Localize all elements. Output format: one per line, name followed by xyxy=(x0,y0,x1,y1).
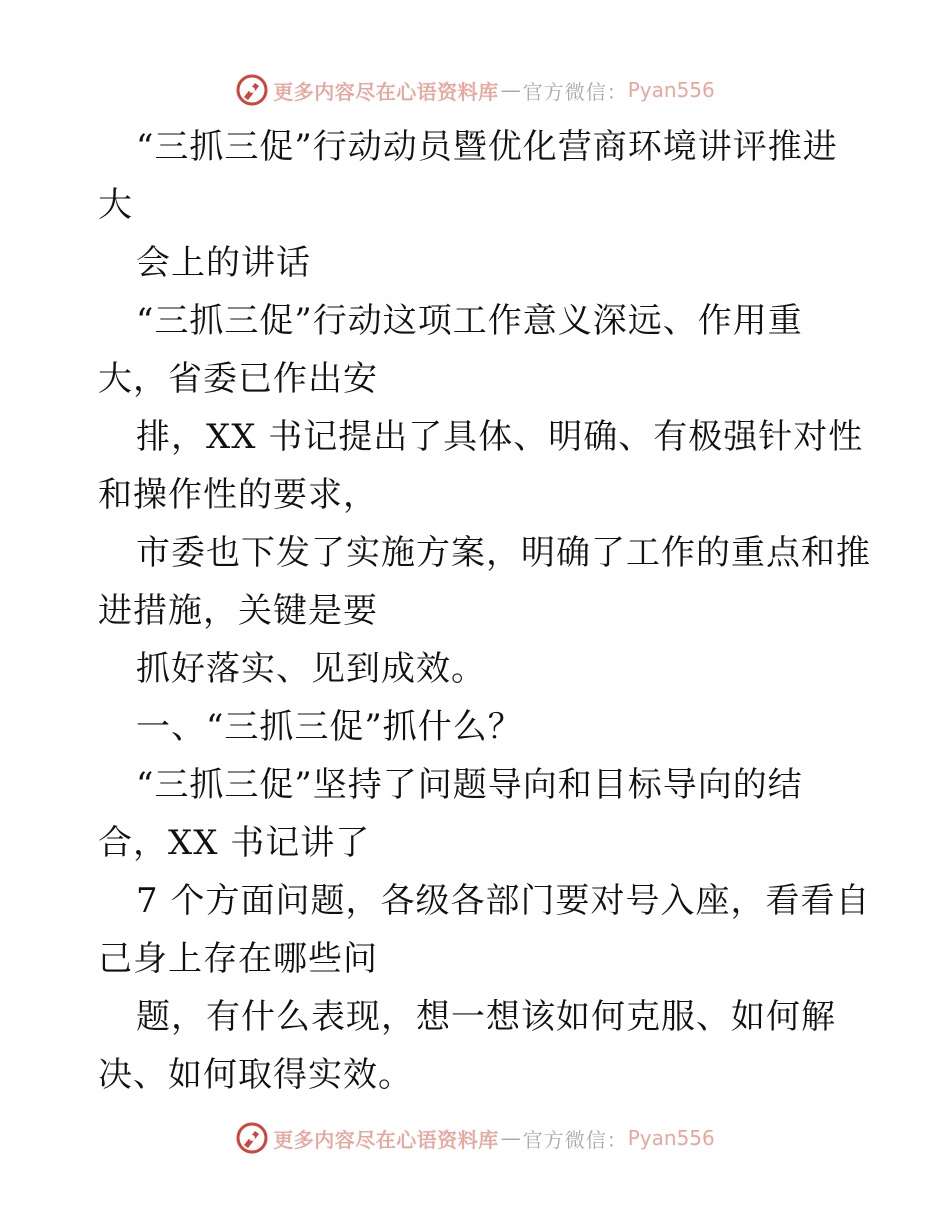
text-line: 排，XX 书记提出了具体、明确、有极强针对性 xyxy=(136,417,864,457)
text-line: “三抓三促”行动动员暨优化营商环境讲评推进 xyxy=(136,127,838,167)
document-body xyxy=(98,118,871,1104)
pen-swirl-logo-icon xyxy=(235,1121,269,1155)
text-line: 己身上存在哪些问 xyxy=(98,939,378,979)
text-line: 和操作性的要求， xyxy=(98,475,378,515)
text-line: 会上的讲话 xyxy=(136,243,311,283)
header-watermark xyxy=(0,70,950,110)
text-line: 7 个方面问题，各级各部门要对号入座，看看自 xyxy=(136,881,871,921)
text-line: 进措施，关键是要 xyxy=(98,591,378,631)
watermark-wechat-label: 官方微信： xyxy=(522,79,628,104)
text-line: 题，有什么表现，想一想该如何克服、如何解 xyxy=(136,997,836,1037)
watermark-brand-text: 更多内容尽在心语资料库 xyxy=(273,79,499,104)
watermark-wechat-id: Pyan556 xyxy=(627,78,715,102)
text-line: “三抓三促”行动这项工作意义深远、作用重 xyxy=(136,301,803,341)
footer-watermark xyxy=(0,1118,950,1158)
text-line: 合，XX 书记讲了 xyxy=(98,823,371,863)
watermark-dash: — xyxy=(500,1126,521,1150)
text-line: 大，省委已作出安 xyxy=(98,359,378,399)
text-line: 决、如何取得实效。 xyxy=(98,1055,413,1095)
watermark-dash: — xyxy=(500,78,521,102)
text-line: 大 xyxy=(98,185,133,225)
text-line: 一、“三抓三促”抓什么？ xyxy=(136,707,523,747)
watermark-wechat-id: Pyan556 xyxy=(627,1126,715,1150)
watermark-brand-text: 更多内容尽在心语资料库 xyxy=(273,1127,499,1152)
text-line: 抓好落实、见到成效。 xyxy=(136,649,486,689)
pen-swirl-logo-icon xyxy=(235,73,269,107)
text-line: “三抓三促”坚持了问题导向和目标导向的结 xyxy=(136,765,803,805)
watermark-wechat-label: 官方微信： xyxy=(522,1127,628,1152)
text-line: 市委也下发了实施方案，明确了工作的重点和推 xyxy=(136,533,871,573)
